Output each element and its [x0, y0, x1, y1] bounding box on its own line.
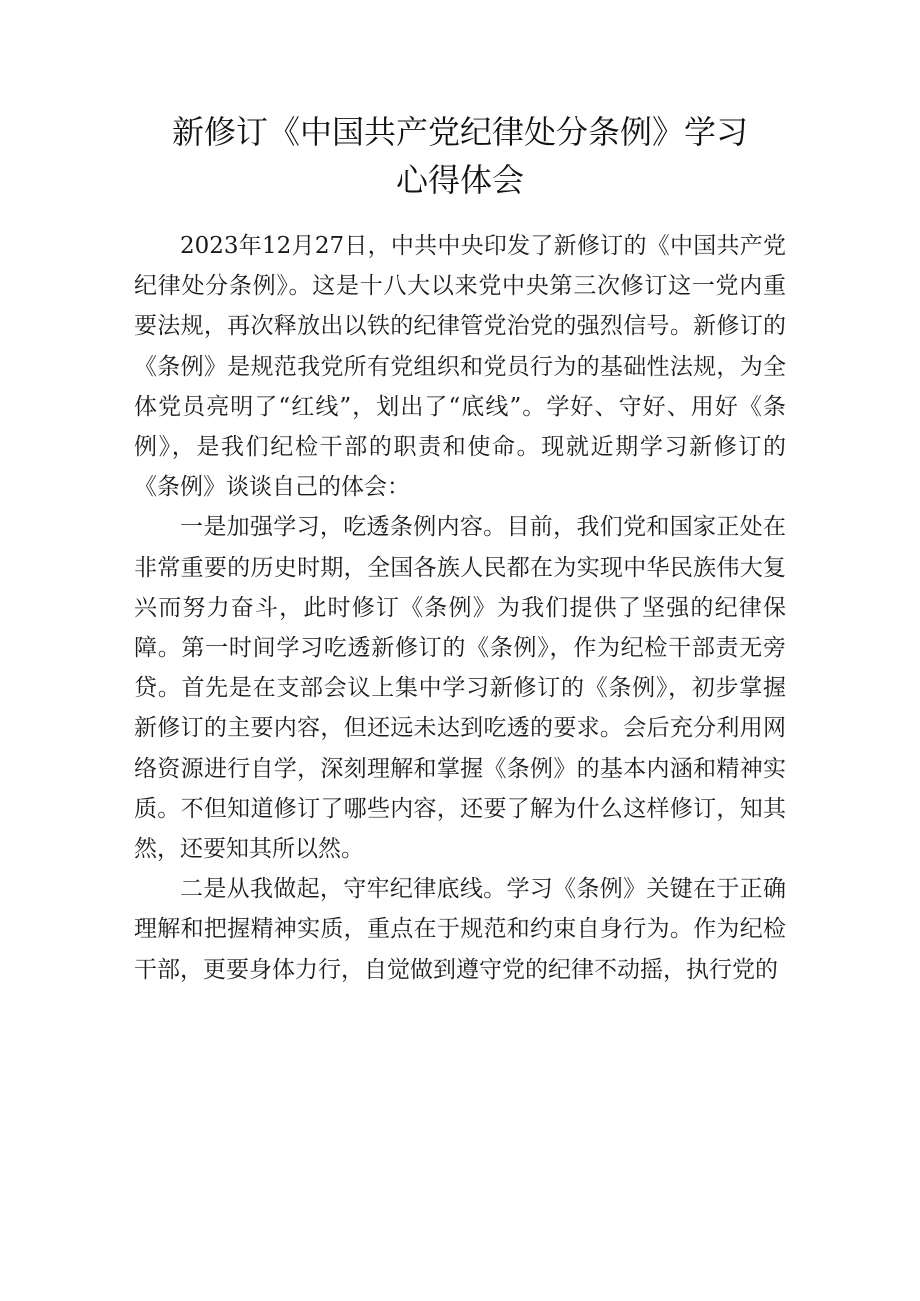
- title-line-2: 心得体会: [395, 161, 524, 199]
- title-line-1: 新修订《中国共产党纪律处分条例》学习: [171, 113, 748, 151]
- paragraph-point-two: 二是从我做起，守牢纪律底线。学习《条例》关键在于正确理解和把握精神实质，重点在于规范和约束自身行为。作为纪检干部，更要身体力行，自觉做到遵守党的纪律不动摇，执行党的: [134, 876, 786, 983]
- paragraph-intro: 2023年12月27日，中共中央印发了新修订的《中国共产党纪律处分条例》。这是十八大以来党中央第三次修订这一党内重要法规，再次释放出以铁的纪律管党治党的强烈信号。新修订的《条例》是规范我党所有党组织和党员行为的基础性法规，为全体党员亮明了“红线”，划出了“底线”。学好、守好、用好《条例》，是我们纪检干部的职责和使命。现就近期学习新修订的《条例》谈谈自己的体会：: [134, 233, 786, 501]
- document-title: [0, 108, 920, 204]
- document-body: [134, 226, 786, 990]
- paragraph-point-one: 一是加强学习，吃透条例内容。目前，我们党和国家正处在非常重要的历史时期，全国各族人民都在为实现中华民族伟大复兴而努力奋斗，此时修订《条例》为我们提供了坚强的纪律保障。第一时间学习吃透新修订的《条例》，作为纪检干部责无旁贷。首先是在支部会议上集中学习新修订的《条例》，初步掌握新修订的主要内容，但还远未达到吃透的要求。会后充分利用网络资源进行自学，深刻理解和掌握《条例》的基本内涵和精神实质。不但知道修订了哪些内容，还要了解为什么这样修订，知其然，还要知其所以然。: [134, 514, 786, 863]
